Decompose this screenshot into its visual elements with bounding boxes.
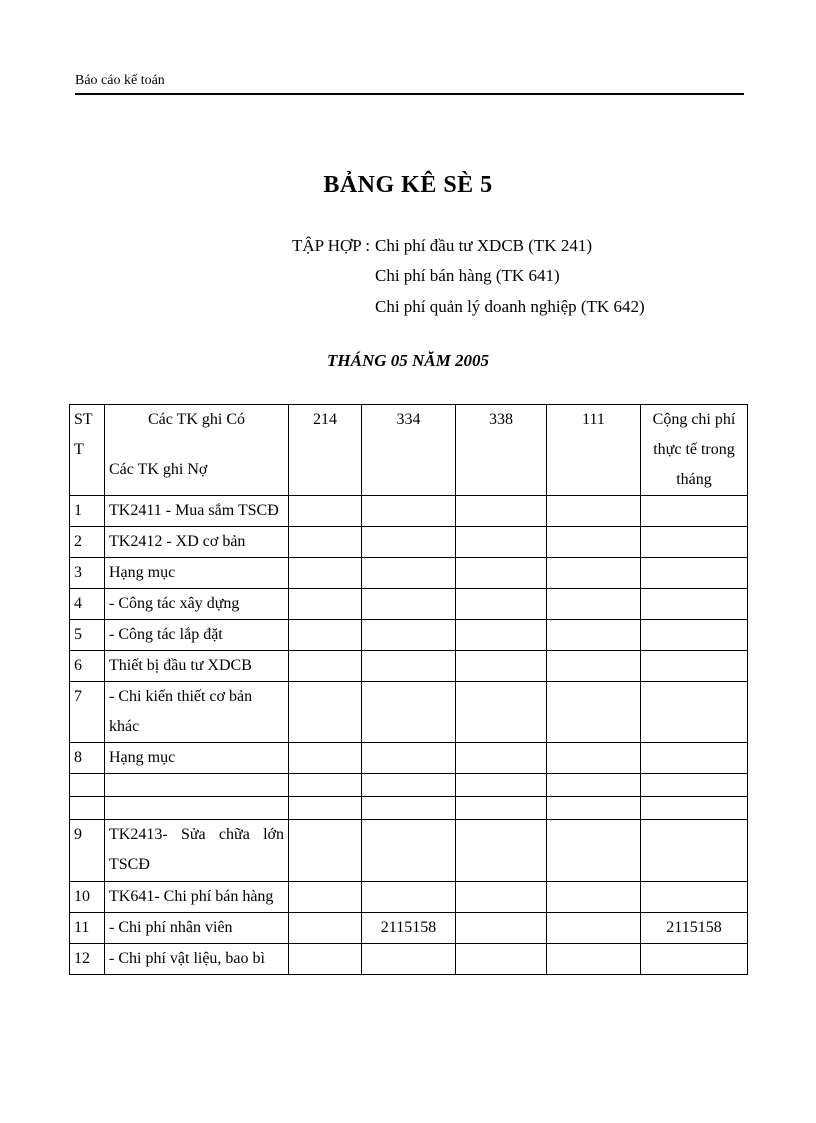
- table-row: [70, 558, 748, 589]
- cell-total: [641, 651, 748, 682]
- table-row: [70, 682, 748, 743]
- cell-c338: [456, 589, 547, 620]
- cell-total: [641, 820, 748, 882]
- cell-c111: [547, 913, 641, 944]
- cell-total: [641, 882, 748, 913]
- cell-c214: [289, 527, 362, 558]
- cell-c338: [456, 527, 547, 558]
- cell-c334: [362, 797, 456, 820]
- table-row: [70, 913, 748, 944]
- cell-stt: 3: [70, 558, 105, 589]
- cell-c338: [456, 496, 547, 527]
- header-debit: Các TK ghi Nợ: [109, 461, 208, 478]
- cell-c214: [289, 882, 362, 913]
- table-header-row: [70, 405, 748, 496]
- cell-c338: [456, 797, 547, 820]
- page-header: Báo cáo kế toán: [75, 72, 744, 95]
- cell-name: - Công tác xây dựng: [105, 589, 289, 620]
- cell-c334: [362, 620, 456, 651]
- taphop-line-641: Chi phí bán hàng (TK 641): [375, 266, 560, 285]
- table-row: [70, 743, 748, 774]
- cell-c111: [547, 774, 641, 797]
- cell-c214: [289, 496, 362, 527]
- cell-total: [641, 944, 748, 975]
- cell-c111: [547, 882, 641, 913]
- cell-total: [641, 774, 748, 797]
- table-row: [70, 651, 748, 682]
- cell-c111: [547, 682, 641, 743]
- cell-c338: [456, 651, 547, 682]
- cell-name: Thiết bị đầu tư XDCB: [105, 651, 289, 682]
- report-month: THÁNG 05 NĂM 2005: [327, 351, 489, 370]
- table-row: [70, 527, 748, 558]
- cell-stt: 8: [70, 743, 105, 774]
- cell-c338: [456, 558, 547, 589]
- cell-stt: [70, 774, 105, 797]
- cell-stt: 9: [70, 820, 105, 882]
- taphop-label: TẬP HỢP :: [292, 236, 371, 255]
- cell-c214: [289, 682, 362, 743]
- cell-name: - Công tác lắp đặt: [105, 620, 289, 651]
- cell-c338: [456, 882, 547, 913]
- cell-stt: 11: [70, 913, 105, 944]
- taphop-line-241: Chi phí đầu tư XDCB (TK 241): [375, 236, 592, 255]
- cell-c338: [456, 913, 547, 944]
- cell-stt: 2: [70, 527, 105, 558]
- header-334: 334: [362, 405, 456, 496]
- cell-c111: [547, 743, 641, 774]
- cell-c111: [547, 558, 641, 589]
- cell-stt: 4: [70, 589, 105, 620]
- cell-name: TK2412 - XD cơ bản: [105, 527, 289, 558]
- header-214: 214: [289, 405, 362, 496]
- cell-name: Hạng mục: [105, 558, 289, 589]
- cell-name: - Chi phí vật liệu, bao bì: [105, 944, 289, 975]
- cell-name: - Chi kiến thiết cơ bản khác: [105, 682, 289, 743]
- cell-name: TK641- Chi phí bán hàng: [105, 882, 289, 913]
- header-credit: Các TK ghi Có: [147, 411, 246, 428]
- cell-c214: [289, 743, 362, 774]
- cell-c214: [289, 620, 362, 651]
- cell-stt: 12: [70, 944, 105, 975]
- cell-total: [641, 743, 748, 774]
- cell-total: [641, 496, 748, 527]
- cell-c334: 2115158: [362, 913, 456, 944]
- cell-c214: [289, 913, 362, 944]
- cell-c214: [289, 797, 362, 820]
- cell-total: [641, 589, 748, 620]
- cell-stt: 7: [70, 682, 105, 743]
- cell-c111: [547, 944, 641, 975]
- cell-c214: [289, 820, 362, 882]
- table-row: [70, 820, 748, 882]
- table-row: [70, 589, 748, 620]
- cell-c334: [362, 944, 456, 975]
- cell-stt: [70, 797, 105, 820]
- cell-c214: [289, 651, 362, 682]
- cell-c334: [362, 651, 456, 682]
- header-111: 111: [547, 405, 641, 496]
- cell-c338: [456, 774, 547, 797]
- cell-stt: 1: [70, 496, 105, 527]
- cell-c338: [456, 820, 547, 882]
- ledger-table: [69, 404, 748, 975]
- cell-stt: 6: [70, 651, 105, 682]
- table-row: [70, 774, 748, 797]
- cell-total: 2115158: [641, 913, 748, 944]
- table-row: [70, 882, 748, 913]
- cell-c214: [289, 589, 362, 620]
- cell-c334: [362, 589, 456, 620]
- cell-name: TK2411 - Mua sắm TSCĐ: [105, 496, 289, 527]
- cell-c334: [362, 682, 456, 743]
- cell-c111: [547, 496, 641, 527]
- cell-c111: [547, 797, 641, 820]
- header-338: 338: [456, 405, 547, 496]
- cell-c214: [289, 944, 362, 975]
- cell-c334: [362, 774, 456, 797]
- cell-name: [105, 774, 289, 797]
- cell-c334: [362, 496, 456, 527]
- cell-total: [641, 620, 748, 651]
- table-row: [70, 620, 748, 651]
- cell-c334: [362, 743, 456, 774]
- table-row: [70, 496, 748, 527]
- cell-c214: [289, 558, 362, 589]
- table-row: [70, 797, 748, 820]
- cell-c111: [547, 651, 641, 682]
- cell-c338: [456, 944, 547, 975]
- cell-name: Hạng mục: [105, 743, 289, 774]
- cell-total: [641, 682, 748, 743]
- cell-c334: [362, 882, 456, 913]
- taphop-line-642: Chi phí quản lý doanh nghiệp (TK 642): [375, 297, 645, 316]
- document-title: BẢNG KÊ SÈ 5: [323, 172, 493, 198]
- cell-total: [641, 558, 748, 589]
- cell-c338: [456, 743, 547, 774]
- header-stt: ST T: [70, 405, 105, 496]
- cell-c111: [547, 589, 641, 620]
- cell-c111: [547, 820, 641, 882]
- cell-c334: [362, 558, 456, 589]
- cell-stt: 5: [70, 620, 105, 651]
- cell-c214: [289, 774, 362, 797]
- cell-name: [105, 797, 289, 820]
- cell-name: - Chi phí nhân viên: [105, 913, 289, 944]
- cell-c338: [456, 620, 547, 651]
- cell-c334: [362, 820, 456, 882]
- cell-c111: [547, 527, 641, 558]
- header-accounts: [105, 405, 289, 496]
- cell-c338: [456, 682, 547, 743]
- cell-total: [641, 527, 748, 558]
- ledger-body: [70, 496, 748, 975]
- cell-total: [641, 797, 748, 820]
- table-row: [70, 944, 748, 975]
- cell-name: TK2413- Sửa chữa lớn TSCĐ: [105, 820, 289, 882]
- header-total: Cộng chi phí thực tế trong tháng: [641, 405, 748, 496]
- cell-c334: [362, 527, 456, 558]
- cell-stt: 10: [70, 882, 105, 913]
- cell-c111: [547, 620, 641, 651]
